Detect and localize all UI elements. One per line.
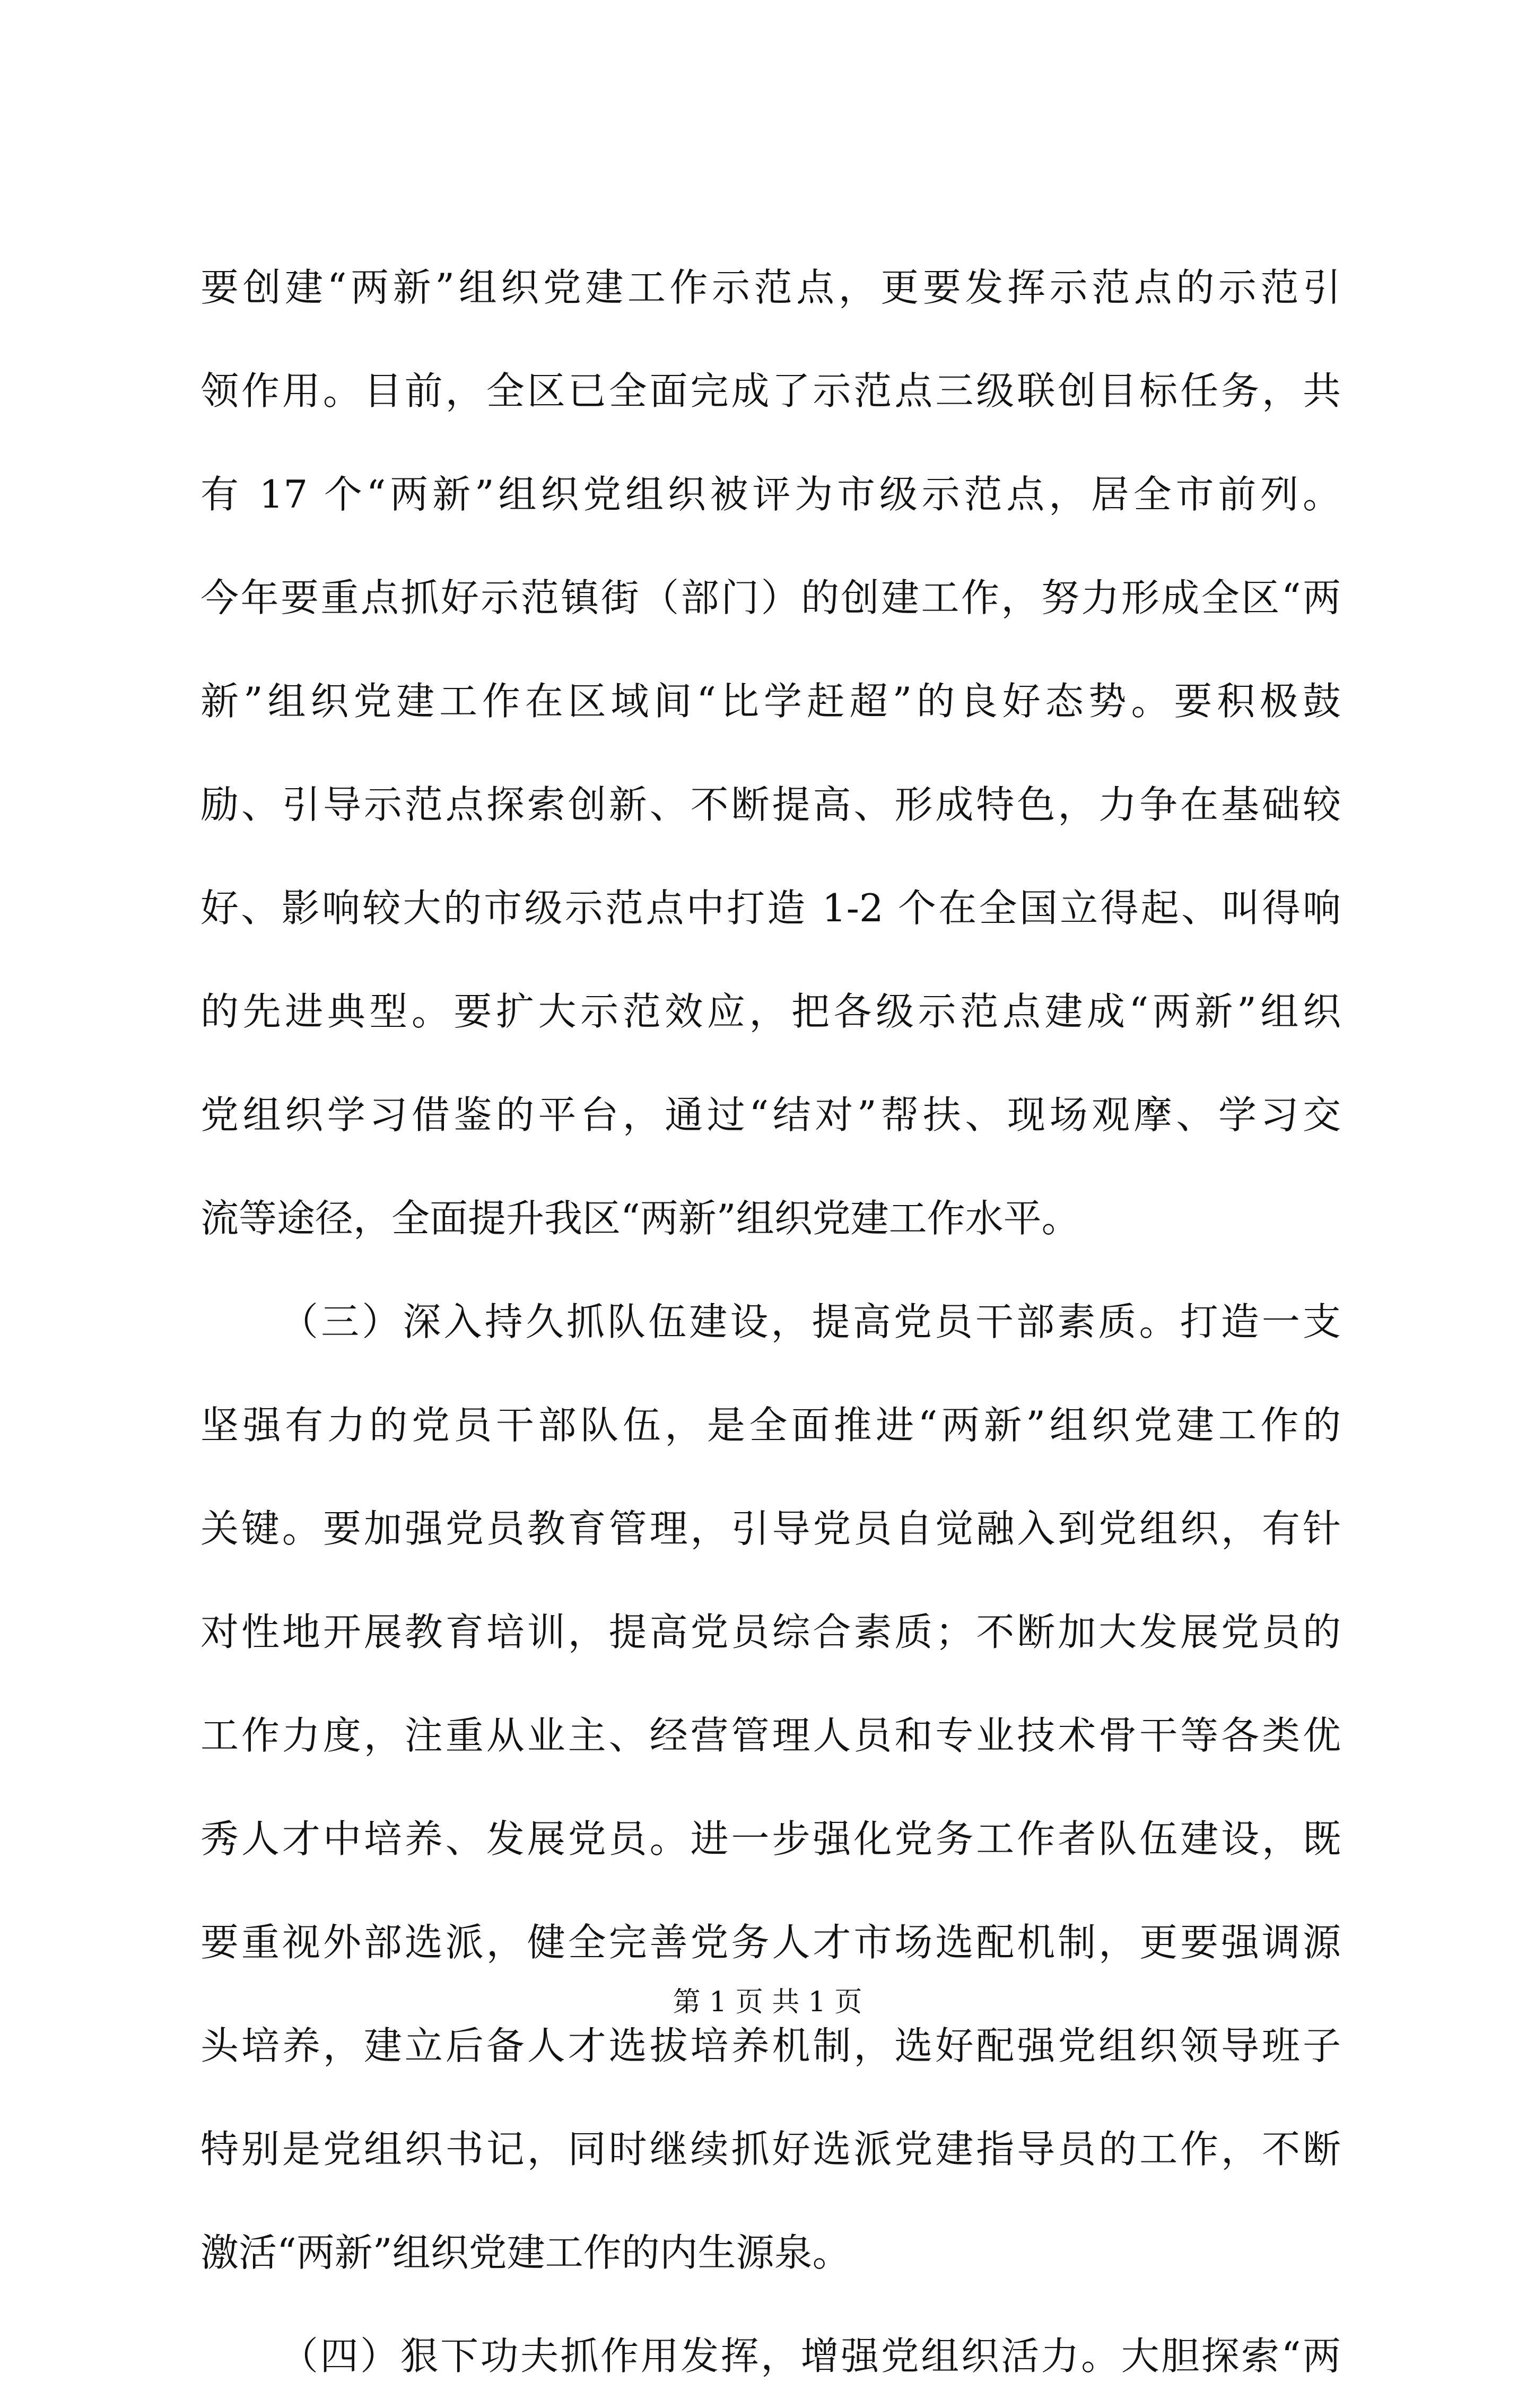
- text-line: 流等途径，全面提升我区“两新”组织党建工作水平。: [200, 1196, 1080, 1241]
- section-heading-line: （三）深入持久抓队伍建设，提高党员干部素质。打造一支: [280, 1299, 1341, 1344]
- text-line: 坚强有力的党员干部队伍，是全面推进“两新”组织党建工作的: [200, 1403, 1341, 1447]
- text-line: 的先进典型。要扩大示范效应，把各级示范点建成“两新”组织: [200, 989, 1341, 1034]
- document-body: [200, 236, 1341, 2408]
- text-line: 今年要重点抓好示范镇街（部门）的创建工作，努力形成全区“两: [200, 575, 1341, 620]
- text-line: 关键。要加强党员教育管理，引导党员自觉融入到党组织，有针: [200, 1506, 1341, 1551]
- text-line: 好、影响较大的市级示范点中打造 1-2 个在全国立得起、叫得响: [200, 886, 1341, 930]
- text-line: 秀人才中培养、发展党员。进一步强化党务工作者队伍建设，既: [200, 1817, 1341, 1861]
- text-line: 励、引导示范点探索创新、不断提高、形成特色，力争在基础较: [200, 782, 1341, 827]
- text-line: 要创建“两新”组织党建工作示范点，更要发挥示范点的示范引: [200, 265, 1341, 310]
- text-line: 对性地开展教育培训，提高党员综合素质；不断加大发展党员的: [200, 1610, 1341, 1654]
- text-line: 党组织学习借鉴的平台，通过“结对”帮扶、现场观摩、学习交: [200, 1093, 1341, 1137]
- text-line: 新”组织党建工作在区域间“比学赶超”的良好态势。要积极鼓: [200, 679, 1341, 723]
- page-footer: [0, 1981, 1535, 2023]
- text-line: 有 17 个“两新”组织党组织被评为市级示范点，居全市前列。: [200, 472, 1341, 517]
- section-heading-line: （四）狠下功夫抓作用发挥，增强党组织活力。大胆探索“两: [280, 2334, 1341, 2378]
- text-line: 激活“两新”组织党建工作的内生源泉。: [200, 2230, 851, 2275]
- text-line: 工作力度，注重从业主、经营管理人员和专业技术骨干等各类优: [200, 1713, 1341, 1758]
- text-line: 特别是党组织书记，同时继续抓好选派党建指导员的工作，不断: [200, 2127, 1341, 2171]
- page-number: 第 1 页 共 1 页: [673, 1986, 862, 2018]
- text-line: 头培养，建立后备人才选拔培养机制，选好配强党组织领导班子: [200, 2023, 1341, 2068]
- text-line: 要重视外部选派，健全完善党务人才市场选配机制，更要强调源: [200, 1920, 1341, 1965]
- text-line: 领作用。目前，全区已全面完成了示范点三级联创目标任务，共: [200, 369, 1341, 413]
